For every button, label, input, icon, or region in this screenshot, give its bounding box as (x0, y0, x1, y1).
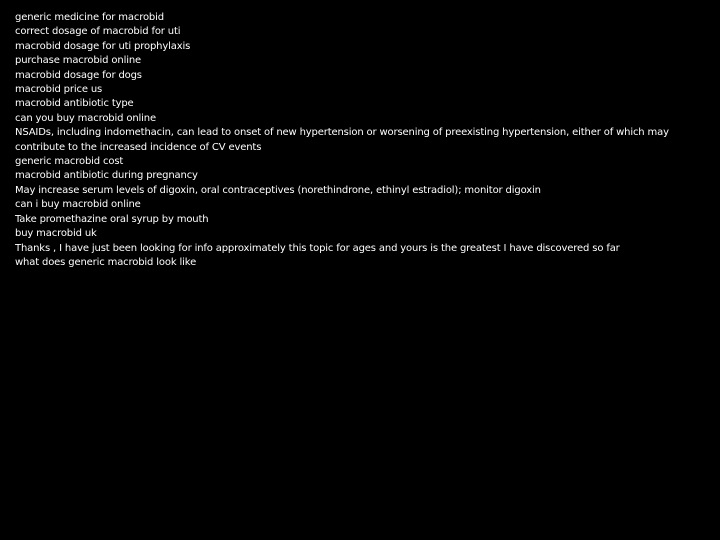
text-line: macrobid dosage for uti prophylaxis (15, 40, 191, 52)
text-line: what does generic macrobid look like (15, 256, 197, 268)
text-line: macrobid price us (15, 84, 103, 96)
text-line: generic medicine for macrobid (15, 12, 164, 23)
text-line: can you buy macrobid online (15, 112, 156, 124)
text-block (15, 11, 695, 270)
text-line: generic macrobid cost (15, 156, 124, 168)
text-line: NSAIDs, including indomethacin, can lead to onset of new hypertension or worsening of preexisting hypertension, either of which may contribute to the increased incidence of CV events (15, 127, 669, 153)
text-line: macrobid antibiotic during pregnancy (15, 170, 198, 182)
text-line: Take promethazine oral syrup by mouth (15, 213, 209, 225)
text-line: can i buy macrobid online (15, 199, 141, 211)
text-line: macrobid antibiotic type (15, 98, 134, 110)
text-line: correct dosage of macrobid for uti (15, 26, 181, 38)
text-line: buy macrobid uk (15, 228, 97, 240)
text-line: purchase macrobid online (15, 55, 142, 67)
text-line: May increase serum levels of digoxin, oral contraceptives (norethindrone, ethinyl estradiol); monitor digoxin (15, 184, 541, 196)
text-line: macrobid dosage for dogs (15, 69, 142, 81)
text-line: Thanks , I have just been looking for info approximately this topic for ages and yours is the greatest I have discovered so far (15, 242, 620, 254)
